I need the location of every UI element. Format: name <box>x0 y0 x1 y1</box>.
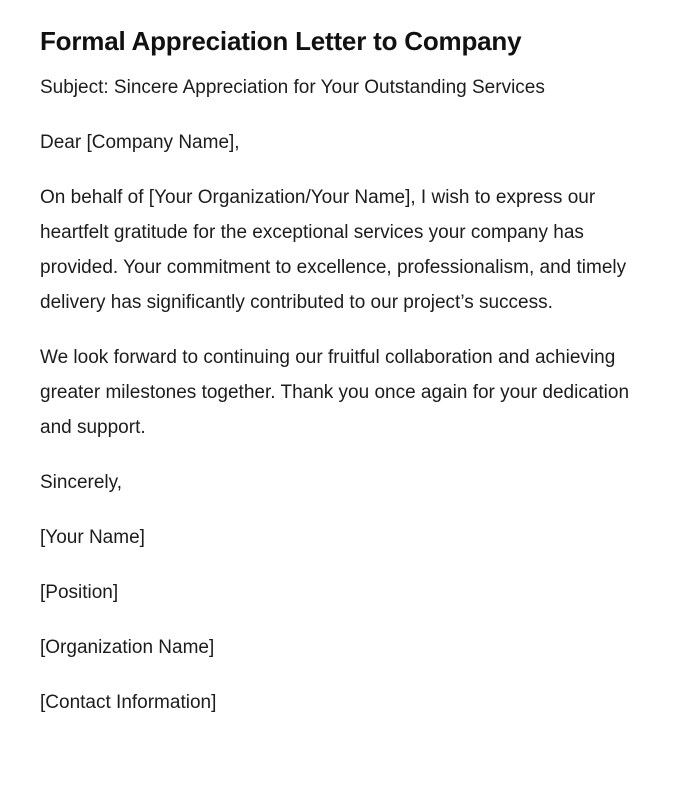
body-paragraph-1: On behalf of [Your Organization/Your Name], I wish to express our heartfelt gratitude for the exceptional services your company has provided. Your commitment to excellence, professionalism, and timely delivery has significantly contributed to our project’s success. <box>40 187 627 313</box>
body-paragraph-2: We look forward to continuing our fruitful collaboration and achieving greater milestones together. Thank you once again for your dedication and support. <box>40 347 630 438</box>
salutation: Dear [Company Name], <box>40 132 240 153</box>
closing-salutation: Sincerely, <box>40 472 123 493</box>
page-title: Formal Appreciation Letter to Company <box>40 26 522 56</box>
signature-name: [Your Name] <box>40 527 145 548</box>
signature-position: [Position] <box>40 582 119 603</box>
signature-contact: [Contact Information] <box>40 692 217 713</box>
subject-line: Subject: Sincere Appreciation for Your Outstanding Services <box>40 77 545 98</box>
signature-organization: [Organization Name] <box>40 637 215 658</box>
